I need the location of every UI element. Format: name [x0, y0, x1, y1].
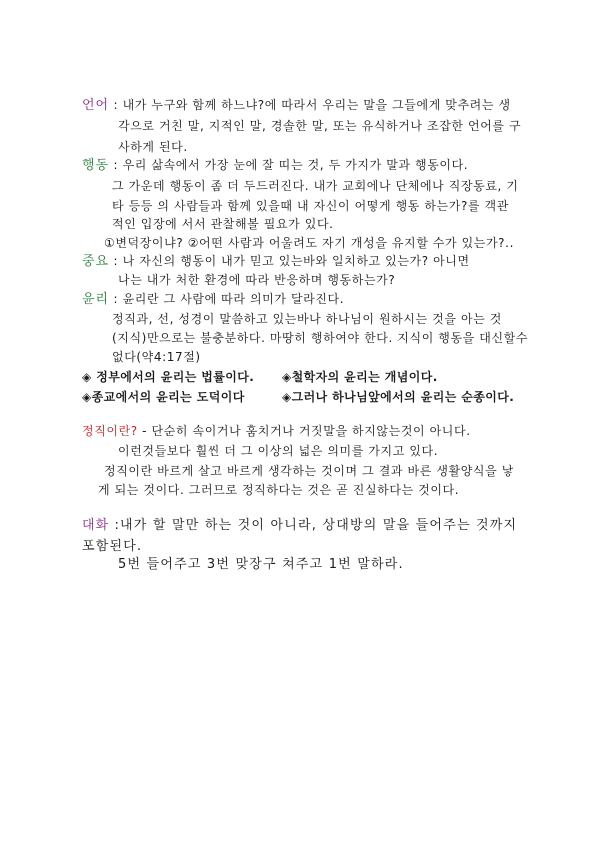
integrity-line-2: 이런것들보다 훨씬 더 그 이상의 넓은 의미를 가지고 있다.: [118, 444, 439, 458]
integrity-line-1: [82, 423, 471, 439]
lang-line-2: 각으로 거친 말, 지적인 말, 경솔한 말, 또는 유식하거나 조잡한 언어를 구: [118, 119, 522, 133]
eth-line-2: 정직과, 선, 성경이 말씀하고 있는바나 하나님이 원하시는 것을 아는 것: [112, 312, 502, 326]
ethics-row-1a: ◈ 정부에서의 윤리는 법률이다.: [82, 370, 255, 384]
lang-line-1: [82, 97, 511, 114]
imp-line-1: [82, 253, 470, 270]
term-ethics: 윤리: [82, 292, 110, 307]
term-language: 언어: [82, 98, 110, 113]
lang-text-1: : 내가 누구와 함께 하느냐?에 따라서 우리는 말을 그들에게 맞추려는 생: [109, 98, 511, 112]
act-line-4: 적인 입장에 서서 관찰해볼 필요가 있다.: [112, 217, 334, 231]
dialogue-line-3: 5번 들어주고 3번 맞장구 쳐주고 1번 말하라.: [118, 557, 404, 572]
integrity-text-1: - 단순히 속이거나 훔치거나 거짓말을 하지않는것이 아니다.: [137, 424, 471, 438]
term-action: 행동: [82, 158, 110, 173]
ethics-row-2b: ◈그러나 하나님앞에서의 윤리는 순종이다.: [282, 390, 515, 404]
dialogue-line-2: 포함된다.: [82, 539, 143, 554]
eth-text-1: : 윤리란 그 사람에 따라 의미가 달라진다.: [109, 292, 345, 306]
imp-text-1: : 나 자신의 행동이 내가 믿고 있는바와 일치하고 있는가? 아니면: [109, 254, 470, 268]
act-line-1: [82, 157, 468, 174]
integrity-line-3: 정직이란 바르게 살고 바르게 생각하는 것이며 그 결과 바른 생활양식을 낳: [104, 464, 514, 478]
lang-line-3: 사하게 된다.: [118, 140, 188, 154]
dialogue-line-1: [82, 518, 517, 534]
ethics-row-2a: ◈종교에서의 윤리는 도덕이다: [82, 390, 245, 404]
act-line-3: 타 등등 의 사람들과 함께 있을때 내 자신이 어떻게 행동 하는가?를 객관: [112, 199, 509, 213]
act-line-5: ①변덕장이냐? ②어떤 사람과 어울려도 자기 개성을 유지할 수가 있는가?..: [104, 236, 514, 250]
integrity-line-4: 게 되는 것이다. 그러므로 정직하다는 것은 곧 진실하다는 것이다.: [98, 483, 460, 497]
ethics-row-1b: ◈철학자의 윤리는 개념이다.: [282, 370, 438, 384]
term-integrity: 정직이란?: [82, 424, 138, 438]
term-importance: 중요: [82, 254, 110, 269]
dialogue-text-1: :내가 할 말만 하는 것이 아니라, 상대방의 말을 들어주는 것까지: [109, 518, 518, 533]
act-text-1: : 우리 삶속에서 가장 눈에 잘 띠는 것, 두 가지가 말과 행동이다.: [109, 158, 469, 172]
eth-line-4: 없다(약4:17절): [112, 350, 201, 364]
act-line-2: 그 가운데 행동이 좀 더 두드러진다. 내가 교회에나 단체에나 직장동료, 기: [112, 179, 519, 193]
imp-line-2: 나는 내가 처한 환경에 따라 반응하며 행동하는가?: [118, 273, 396, 287]
eth-line-1: [82, 291, 344, 308]
eth-line-3: (지식)만으로는 불충분하다. 마땅히 행하여야 한다. 지식이 행동을 대신할수: [112, 331, 529, 345]
term-dialogue: 대화: [82, 518, 110, 533]
